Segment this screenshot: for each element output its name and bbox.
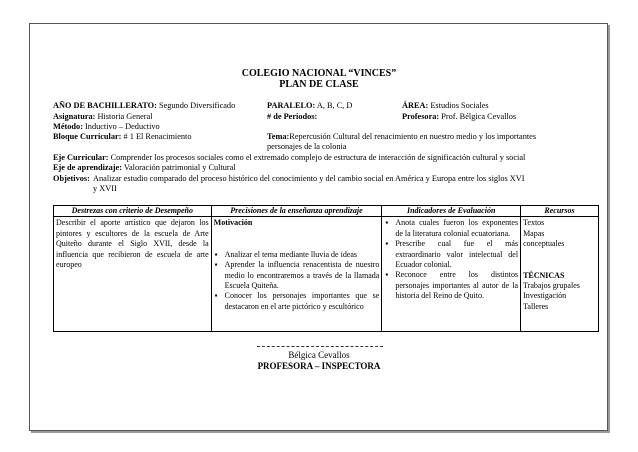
motivacion-heading: Motivación: [213, 218, 253, 228]
periodos-field: # de Periodos:: [267, 112, 318, 121]
tema-field-continued: personajes de la colonia: [267, 142, 347, 151]
objetivos-label: Objetivos:: [53, 174, 90, 183]
signature-line: [257, 346, 383, 347]
metodo-field: Método: Inductivo – Deductivo: [53, 122, 160, 131]
list-item: ▪ Prescribe cual fue el más extraordinario valor intelectual del Ecuador colonial.: [384, 239, 518, 270]
header-recursos: Recursos: [521, 206, 599, 217]
table-row: [54, 217, 599, 332]
table-header-row: [54, 206, 599, 217]
recurso-item: Textos: [523, 218, 545, 228]
asignatura-field: Asignatura: Historia General: [53, 112, 153, 121]
document-title: PLAN DE CLASE: [279, 79, 359, 90]
objetivos-value: Analizar estudio comparado del proceso histórico del conocimiento y del cambio social en América y Europa entre los siglos XVI: [93, 174, 525, 183]
list-item: ▪ Aprender la influencia renacentista de nuestro medio lo encontraremos a través de la llamada Escuela Quiteña.: [214, 260, 380, 291]
bloque-field: Bloque Curricular: # 1 El Renacimiento: [53, 132, 192, 141]
tema-field: Tema:Repercusión Cultural del renacimiento en nuestro medio y los importantes: [267, 132, 537, 141]
eje-aprendizaje-field: Eje de aprendizaje: Valoración patrimonial y Cultural: [53, 163, 236, 172]
year-field: AÑO DE BACHILLERATO: Segundo Diversificado: [53, 101, 236, 110]
objetivos-value-continued: y XVII: [93, 184, 117, 193]
school-name: COLEGIO NACIONAL “VINCES”: [241, 68, 397, 79]
tecnica-item: Investigación: [523, 291, 567, 301]
header-precisiones: Precisiones de la enseñanza aprendizaje: [211, 206, 382, 217]
destrezas-cell: Describir el aporte artístico que dejaron los pintores y escultores de la escuela de Arte Quiteño durante el Siglo XVII, desde la influencia que recibieron de escuela de arte europeo: [54, 217, 212, 332]
header-indicadores: Indicadores de Evaluación: [382, 206, 521, 217]
signature-name: Bélgica Cevallos: [288, 350, 350, 360]
recurso-item: Mapas: [523, 228, 545, 238]
tecnica-item: Talleres: [523, 301, 549, 311]
recursos-cell: [521, 217, 599, 332]
recurso-item: conceptuales: [523, 239, 565, 249]
profesora-field: Profesora: Prof. Bélgica Cevallos: [402, 112, 517, 121]
plan-table: [53, 205, 599, 332]
list-item: ▪ Analizar el tema mediante lluvia de ideas: [214, 250, 380, 260]
area-field: ÁREA: Estudios Sociales: [402, 101, 489, 110]
list-item: ▪ Conocer los personajes importantes que se destacaron en el arte pictórico y escultórico: [214, 291, 380, 312]
tecnica-item: Trabajos grupales: [523, 281, 580, 291]
indicadores-cell: [382, 217, 521, 332]
list-item: ▪ Reconoce entre los distintos personajes importantes al autor de la historia del Reino de Quito.: [384, 270, 518, 301]
tecnicas-heading: TÉCNICAS: [523, 270, 565, 280]
list-item: ▪ Anota cuales fueron los exponentes de la literatura colonial ecuatoriana.: [384, 218, 518, 239]
header-destrezas: Destrezas con criterio de Desempeño: [54, 206, 212, 217]
precisiones-cell: [211, 217, 382, 332]
paralelo-field: PARALELO: A, B, C, D: [267, 101, 353, 110]
signature-role: PROFESORA – INSPECTORA: [257, 361, 381, 371]
eje-curricular-field: Eje Curricular: Comprender los procesos sociales como el extremado complejo de estructura de interacción de significación cultural y social: [53, 153, 526, 162]
